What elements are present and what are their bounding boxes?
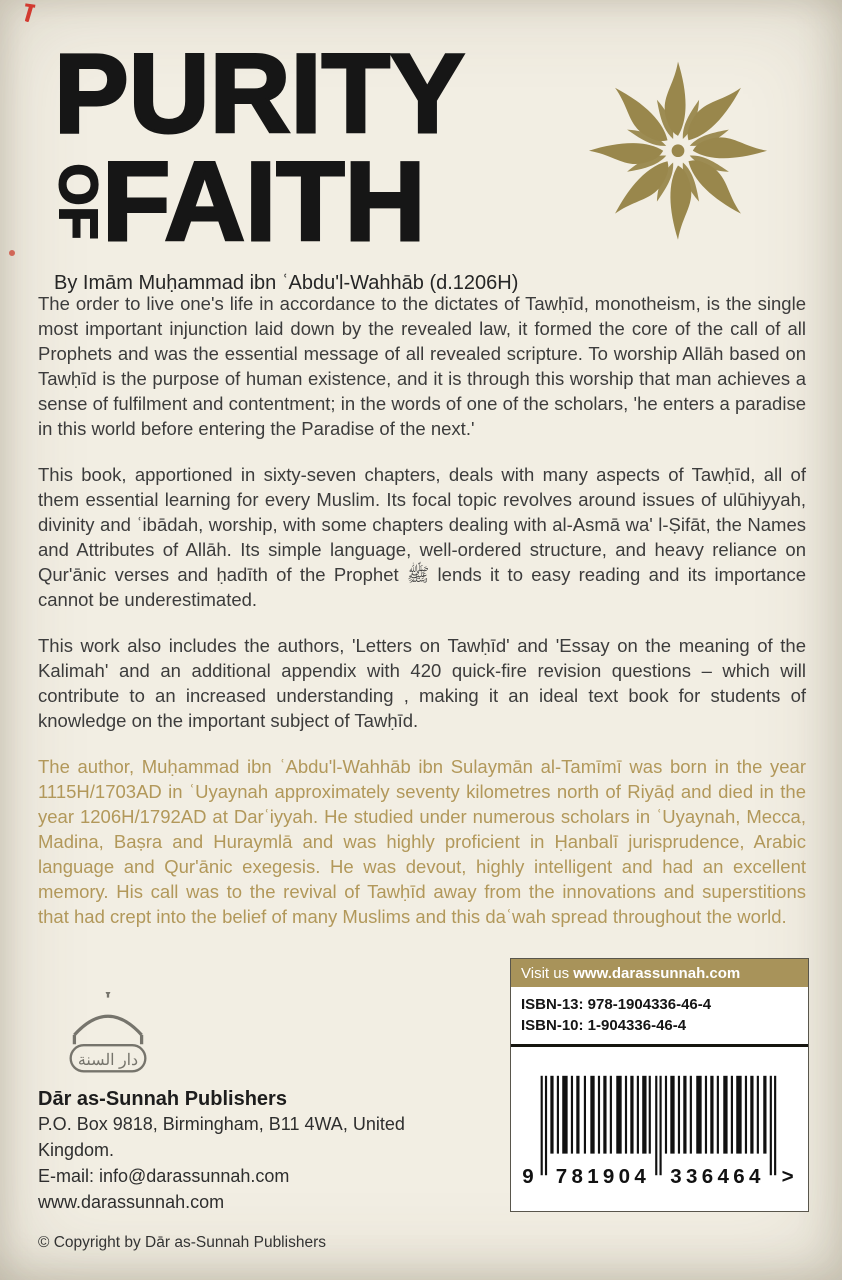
publisher-email: E-mail: info@darassunnah.com [38,1166,290,1186]
paragraph-book-contents: This book, apportioned in sixty-seven chapters, deals with many aspects of Tawḥīd, all of them essential learning for every Muslim. Its focal topic revolves around issues of ulūhiyyah, divinity and ʿibādah, worship, with some chapters dealing with al-Asmā wa' l-Ṣifāt, the Names and Attributes of Allāh. Its simple language, well-ordered structure, and heavy reliance on Qur'ānic verses and ḥadīth of the Prophet ﷺ lends it to easy reading and its importance cannot be underestimated. [38,464,806,610]
dar-as-sunnah-mosque-logo-icon [52,992,164,1076]
visit-us-banner [511,959,808,987]
title-of-vertical: OF [48,163,108,241]
barcode-digit-9: 9 [522,1164,534,1188]
footer [38,958,809,1254]
barcode-arrow: > [781,1164,794,1188]
red-speck [9,250,15,256]
visit-us-label: Visit us [521,965,574,982]
logo-arabic-text: دار السنة [77,1051,139,1069]
title-block [48,31,519,295]
author-byline: By Imām Muḥammad ibn ʿAbdu'l-Wahhāb (d.1206H) [54,271,519,294]
red-pen-mark [25,5,34,22]
barcode-box [510,958,809,1212]
paragraph-extras: This work also includes the authors, 'Letters on Tawḥīd' and 'Essay on the meaning of the Kalimah' and an additional appendix with 420 quick-fire revision questions – which will contribute to an increased understanding , making it an ideal text book for students of knowledge on the important subject of Tawḥīd. [38,635,806,731]
barcode-digits-right-group: 336464 [670,1164,765,1188]
back-cover-blurb [38,291,806,929]
paragraph-tawhid-order: The order to live one's life in accordance to the dictates of Tawḥīd, monotheism, is the single most important injunction laid down by the revealed law, it formed the core of the call of all Prophets and was the essential message of all revealed scripture. To worship Allāh based on Tawḥīd is the purpose of human existence, and it is through this worship that man achieves a sense of fulfilment and contentment; in the words of one of the scholars, 'he enters a paradise in this world before entering the Paradise of the next.' [38,293,806,439]
isbn-section [511,987,808,1047]
publisher-block [38,958,478,1254]
ean-barcode [511,1047,808,1211]
title-purity: PURITY [54,31,465,156]
publisher-website: www.darassunnah.com [38,1192,225,1212]
title-faith: FAITH [102,138,426,264]
isbn13: ISBN-13: 978-1904336-46-4 [521,996,712,1013]
calligraphy-star-ornament [572,50,784,242]
banner-url: www.darassunnah.com [573,965,741,982]
barcode-digits-left-group: 781904 [555,1164,651,1188]
paragraph-author-bio: The author, Muḥammad ibn ʿAbdu'l-Wahhāb ibn Sulaymān al-Tamīmī was born in the year 1115H/1703AD in ʿUyaynah approximately seventy kilometres north of Riyāḍ and died in the year 1206H/1792AD at Darʿiyyah. He studied under numerous scholars in ʿUyaynah, Mecca, Madina, Baṣra and Huraymlā and was highly proficient in Ḥanbalī jurisprudence, Arabic language and Qur'ānic exegesis. He was devout, highly intelligent and had an excellent memory. His call was to the revival of Tawḥīd away from the innovations and superstitions that had crept into the belief of many Muslims and this daʿwah spread throughout the world. [38,756,806,927]
publisher-name: Dār as-Sunnah Publishers [38,1088,287,1110]
copyright-line: © Copyright by Dār as-Sunnah Publishers [38,1234,326,1251]
isbn10: ISBN-10: 1-904336-46-4 [521,1017,687,1034]
publisher-address: P.O. Box 9818, Birmingham, B11 4WA, United Kingdom. [38,1114,405,1160]
